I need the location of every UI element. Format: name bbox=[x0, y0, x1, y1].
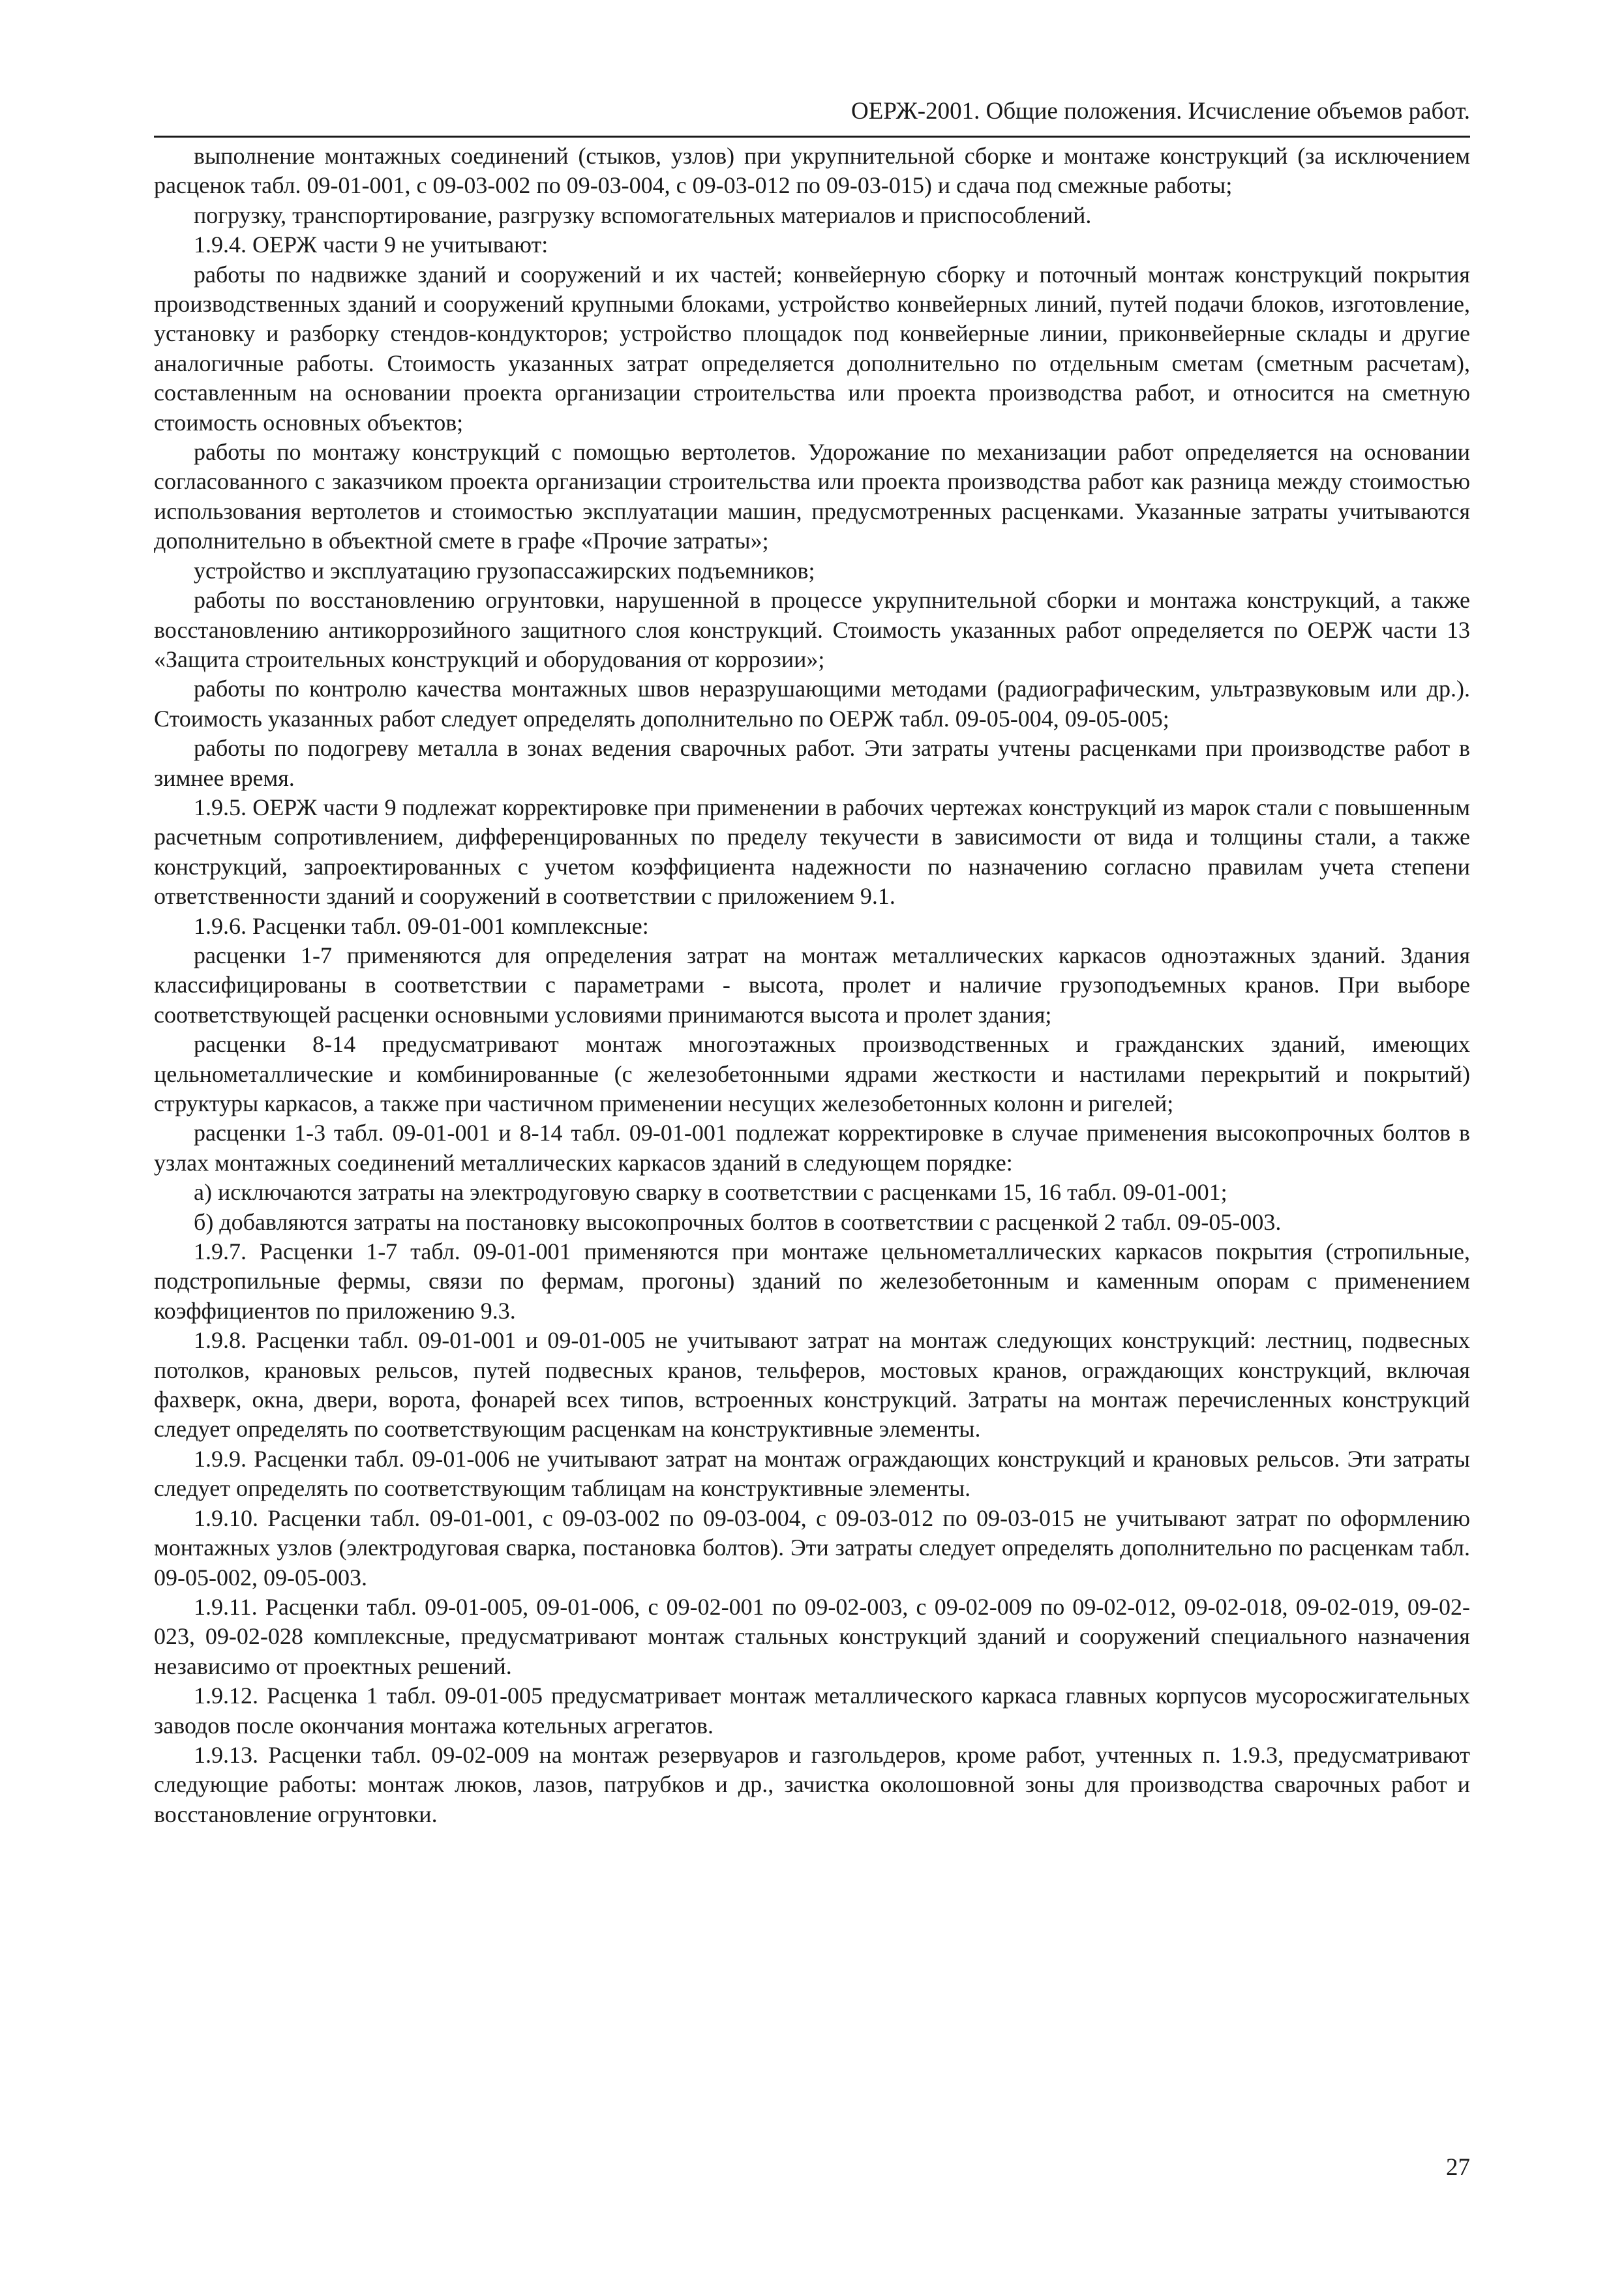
paragraph: работы по монтажу конструкций с помощью вертолетов. Удорожание по механизации работ определяется на основании согласованного с заказчиком проекта организации строительства или проекта производства работ как разница между стоимостью использования вертолетов и стоимостью эксплуатации машин, предусмотренных расценками. Указанные затраты учитываются дополнительно в объектной смете в графе «Прочие затраты»; bbox=[154, 439, 1470, 554]
paragraph: 1.9.10. Расценки табл. 09-01-001, с 09-03-002 по 09-03-004, с 09-03-012 по 09-03-015 не учитывают затрат по оформлению монтажных узлов (электродуговая сварка, постановка болтов). Эти затраты следует определять дополнительно по расценкам табл. 09-05-002, 09-05-003. bbox=[154, 1504, 1470, 1591]
paragraph: 1.9.11. Расценки табл. 09-01-005, 09-01-006, с 09-02-001 по 09-02-003, с 09-02-009 по 09-02-012, 09-02-018, 09-02-019, 09-02-023, 09-02-028 комплексные, предусматривают монтаж стальных конструкций зданий и сооружений специального назначения независимо от проектных решений. bbox=[154, 1593, 1470, 1679]
paragraph: 1.9.9. Расценки табл. 09-01-006 не учитывают затрат на монтаж ограждающих конструкций и крановых рельсов. Эти затраты следует определять по соответствующим таблицам на конструктивные элементы. bbox=[154, 1445, 1470, 1502]
paragraph: погрузку, транспортирование, разгрузку вспомогательных материалов и приспособлений. bbox=[194, 202, 1092, 228]
paragraph: б) добавляются затраты на постановку высокопрочных болтов в соответствии с расценкой 2 табл. 09-05-003. bbox=[194, 1208, 1282, 1235]
paragraph: работы по подогреву металла в зонах ведения сварочных работ. Эти затраты учтены расценками при производстве работ в зимнее время. bbox=[154, 735, 1470, 791]
paragraph: 1.9.13. Расценки табл. 09-02-009 на монтаж резервуаров и газгольдеров, кроме работ, учтенных п. 1.9.3, предусматривают следующие работы: монтаж люков, лазов, патрубков и др., зачистка околошовной зоны для производства сварочных работ и восстановление огрунтовки. bbox=[154, 1741, 1470, 1827]
paragraph: 1.9.6. Расценки табл. 09-01-001 комплексные: bbox=[194, 912, 649, 939]
paragraph: расценки 8-14 предусматривают монтаж многоэтажных производственных и гражданских зданий, имеющих цельнометаллические и комбинированные (с железобетонными ядрами жесткости и настилами перекрытий и покрытий) структуры каркасов, а также при частичном применении несущих железобетонных колонн и ригелей; bbox=[154, 1031, 1470, 1116]
paragraph: работы по восстановлению огрунтовки, нарушенной в процессе укрупнительной сборки и монтажа конструкций, а также восстановлению антикоррозийного защитного слоя конструкций. Стоимость указанных работ определяется по ОЕРЖ части 13 «Защита строительных конструкций и оборудования от коррозии»; bbox=[154, 587, 1470, 672]
page-body bbox=[154, 142, 1470, 1829]
paragraph: работы по надвижке зданий и сооружений и их частей; конвейерную сборку и поточный монтаж конструкций покрытия производственных зданий и сооружений крупными блоками, устройство конвейерных линий, путей подачи блоков, изготовление, установку и разборку стендов-кондукторов; устройство площадок под конвейерные линии, приконвейерные склады и другие аналогичные работы. Стоимость указанных затрат определяется дополнительно по отдельным сметам (сметным расчетам), составленным на основании проекта организации строительства или проекта производства работ, и относится на сметную стоимость основных объектов; bbox=[154, 261, 1470, 436]
paragraph: работы по контролю качества монтажных швов неразрушающими методами (радиографическим, ультразвуковым или др.). Стоимость указанных работ следует определять дополнительно по ОЕРЖ табл. 09-05-004, 09-05-005; bbox=[154, 676, 1470, 732]
paragraph: 1.9.4. ОЕРЖ части 9 не учитывают: bbox=[194, 232, 549, 258]
page-number: 27 bbox=[1446, 2154, 1470, 2181]
paragraph: 1.9.7. Расценки 1-7 табл. 09-01-001 применяются при монтаже цельнометаллических каркасов покрытия (стропильные, подстропильные фермы, связи по фермам, прогоны) зданий по железобетонным и каменным опорам с применением коэффициентов по приложению 9.3. bbox=[154, 1238, 1470, 1324]
running-header bbox=[154, 95, 1470, 138]
paragraph: расценки 1-7 применяются для определения затрат на монтаж металлических каркасов одноэтажных зданий. Здания классифицированы в соответствии с параметрами - высота, пролет и наличие грузоподъемных кранов. При выборе соответствующей расценки основными условиями принимаются высота и пролет здания; bbox=[154, 942, 1470, 1028]
paragraph: а) исключаются затраты на электродуговую сварку в соответствии с расценками 15, 16 табл. 09-01-001; bbox=[194, 1179, 1227, 1206]
paragraph: устройство и эксплуатацию грузопассажирских подъемников; bbox=[194, 557, 815, 584]
paragraph: 1.9.12. Расценка 1 табл. 09-01-005 предусматривает монтаж металлического каркаса главных корпусов мусоросжигательных заводов после окончания монтажа котельных агрегатов. bbox=[154, 1683, 1470, 1739]
paragraph: 1.9.8. Расценки табл. 09-01-001 и 09-01-005 не учитывают затрат на монтаж следующих конструкций: лестниц, подвесных потолков, крановых рельсов, путей подвесных кранов, тельферов, мостовых кранов, ограждающих конструкций, включая фахверк, окна, двери, ворота, фонарей всех типов, встроенных конструкций. Затраты на монтаж перечисленных конструкций следует определять по соответствующим расценкам на конструктивные элементы. bbox=[154, 1327, 1470, 1443]
running-header-title: ОЕРЖ-2001. Общие положения. Исчисление объемов работ. bbox=[851, 98, 1470, 125]
paragraph: 1.9.5. ОЕРЖ части 9 подлежат корректировке при применении в рабочих чертежах конструкций из марок стали с повышенным расчетным сопротивлением, дифференцированных по пределу текучести в зависимости от вида и толщины стали, а также конструкций, запроектированных с учетом коэффициента надежности по назначению согласно правилам учета степени ответственности зданий и сооружений в соответствии с приложением 9.1. bbox=[154, 794, 1470, 910]
paragraph: расценки 1-3 табл. 09-01-001 и 8-14 табл. 09-01-001 подлежат корректировке в случае применения высокопрочных болтов в узлах монтажных соединений металлических каркасов зданий в следующем порядке: bbox=[154, 1120, 1470, 1176]
paragraph: выполнение монтажных соединений (стыков, узлов) при укрупнительной сборке и монтаже конструкций (за исключением расценок табл. 09-01-001, с 09-03-002 по 09-03-004, с 09-03-012 по 09-03-015) и сдача под смежные работы; bbox=[154, 143, 1470, 199]
